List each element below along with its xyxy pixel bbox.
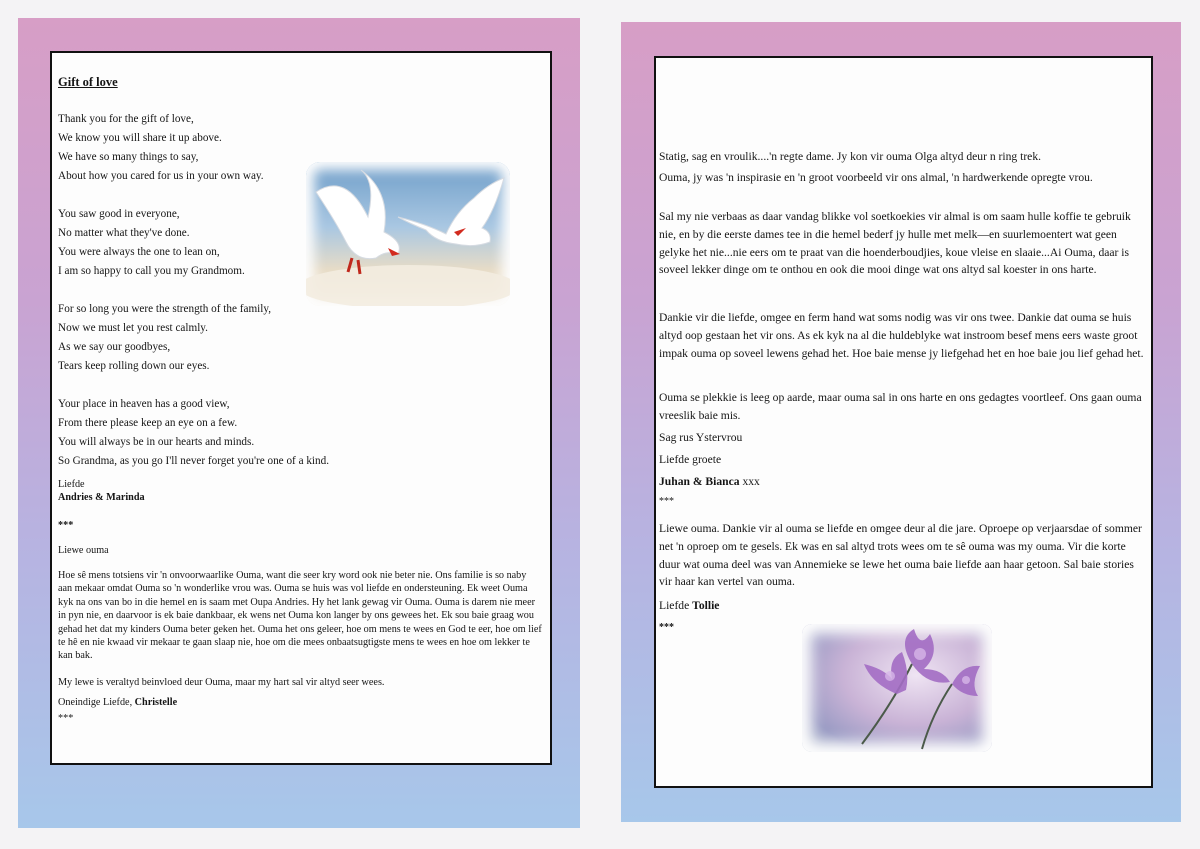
tribute-line: Sag rus Ystervrou <box>659 431 743 444</box>
signoff-1 <box>659 475 760 488</box>
poem-line: You will always be in our hearts and minds. <box>58 436 255 448</box>
poem-line: Now we must let you rest calmly. <box>58 322 208 334</box>
poem-line: You saw good in everyone, <box>58 208 180 220</box>
poem-line: From there please keep an eye on a few. <box>58 417 238 429</box>
tribute-line: Statig, sag en vroulik....'n regte dame. Jy kon vir ouma Olga altyd deur n ring trek. <box>659 150 1042 163</box>
poem-line: I am so happy to call you my Grandmom. <box>58 265 245 277</box>
tribute-paragraph: Ouma, jy was 'n inspirasie en 'n groot voorbeeld vir ons almal, 'n hardwerkende opregte vrou. <box>659 171 1093 184</box>
poem-line: Tears keep rolling down our eyes. <box>58 360 210 372</box>
tribute-paragraph: Liewe ouma. Dankie vir al ouma se liefde en omgee deur al die jare. Oproepe op verjaarsdae of sommer net 'n oproep om te gesels. Ek was en sal altyd trots wees om te sê ouma was my ouma. Vir die korte duur wat ouma deel was van Annemieke se lewe het ouma baie liefde aan haar getoon. Sal baie stories vir haar kan vertel van ouma. <box>659 522 1142 589</box>
signoff-names: Juhan & Bianca <box>659 475 740 488</box>
poem-line: Your place in heaven has a good view, <box>58 398 230 410</box>
left-page-frame <box>50 51 552 765</box>
signoff-name: Tollie <box>692 599 720 612</box>
tribute-paragraph: Dankie vir die liefde, omgee en ferm hand wat soms nodig was vir ons twee. Dankie dat ouma se huis altyd oop gestaan het vir ons. As ek kyk na al die huldeblyke wat instroom besef mens eers waste groot impak ouma op soveel lewens gehad het. Hoe baie mense jy liefgehad het en hoe baie jou lief gehad het. <box>659 311 1144 360</box>
poem-line: So Grandma, as you go I'll never forget you're one of a kind. <box>58 455 330 467</box>
greeting: Liewe ouma <box>58 545 109 556</box>
poem-title: Gift of love <box>58 75 118 89</box>
signoff-name: Christelle <box>134 697 178 708</box>
poem-line: About how you cared for us in your own way. <box>58 170 264 182</box>
separator-stars: *** <box>58 713 74 724</box>
separator-stars: *** <box>659 622 674 633</box>
poem-line: We know you will share it up above. <box>58 132 222 144</box>
doves-image <box>306 162 510 306</box>
tribute-paragraph: Sal my nie verbaas as daar vandag blikke vol soetkoekies vir almal is om saam hulle koffie te gebruik nie, en by die eerste dames tee in die hemel bederf jy hulle met melk—en suurlemoentert wat geen gelyke het nie...nie eers om te praat van die hoenderboudjies, koue vleise en slaaie...Ai Ouma, daar is soveel lekker dinge om te onthou en ook die mooi dinge wat ons altyd sal koester in ons harte. <box>659 210 1131 277</box>
poem-line: You were always the one to lean on, <box>58 246 220 258</box>
signoff-kisses: xxx <box>742 475 760 488</box>
poem-line: We have so many things to say, <box>58 151 199 163</box>
flowers-illustration <box>802 624 992 752</box>
flowers-image <box>802 624 992 752</box>
right-page <box>621 22 1181 822</box>
signoff-2 <box>58 697 177 708</box>
signoff-label: Liefde <box>659 599 690 612</box>
tribute-closing-line: My lewe is veraltyd beinvloed deur Ouma, maar my hart sal vir altyd seer wees. <box>58 677 385 688</box>
poem-line: As we say our goodbyes, <box>58 341 171 353</box>
signoff-label: Liefde groete <box>659 453 722 466</box>
separator-stars: *** <box>58 520 74 531</box>
poem-line: Thank you for the gift of love, <box>58 113 194 125</box>
left-page <box>18 18 580 828</box>
signoff-label: Oneindige Liefde, <box>58 697 133 708</box>
tribute-paragraph: Ouma se plekkie is leeg op aarde, maar ouma sal in ons harte en ons gedagtes voortleef. Ons gaan ouma vreeslik baie mis. <box>659 391 1142 422</box>
signoff-names: Andries & Marinda <box>58 492 145 503</box>
right-page-frame <box>654 56 1153 788</box>
signoff-label: Liefde <box>58 479 85 490</box>
poem-line: No matter what they've done. <box>58 227 190 239</box>
separator-stars: *** <box>659 496 674 507</box>
signoff-2 <box>659 599 719 612</box>
poem-line: For so long you were the strength of the family, <box>58 303 272 315</box>
tribute-paragraph: Hoe sê mens totsiens vir 'n onvoorwaarlike Ouma, want die seer kry word ook nie beter nie. Ons familie is so naby aan mekaar omdat Ouma so 'n wonderlike vrou was. Ouma se huis was vol liefde en ondersteuning. Ek weet Ouma kyk na ons van bo in die hemel en is saam met Oupa Andries. Hy het lank gewag vir Ouma. Ouma is darem nie meer in pyn nie, en daarvoor is ek baie dankbaar, ek wens net Ouma kon langer by ons gewees het. Ek sou baie graag wou gehad het dat my kinders Ouma beter geken het. Ouma het ons geleer, hoe om mens te wees en God te eer, hoe om lief te hê en nie kwaad vir mekaar te gaan slaap nie, hoe om die mees onbaatsugtigste mens te wees en hoe om lekker te kan bak. <box>58 570 542 662</box>
doves-illustration <box>306 162 510 306</box>
